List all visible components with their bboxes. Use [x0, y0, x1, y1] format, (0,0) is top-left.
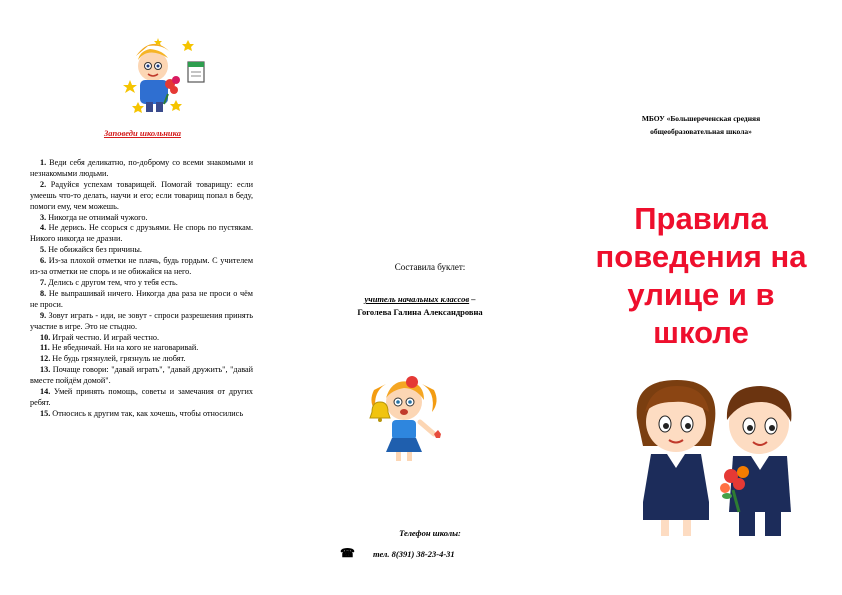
list-item: 7. Делись с другом тем, что у тебя есть.: [40, 277, 178, 287]
teacher-role: учитель начальных классов –: [364, 294, 476, 304]
list-item: 10. Играй честно. И играй честно.: [40, 332, 159, 342]
compiled-by-label: Составила буклет:: [394, 262, 466, 272]
list-item: 8. Не выпрашивай ничего. Никогда два раза не проси о чём не проси.: [30, 288, 253, 309]
schoolgirl-with-bell-illustration: [362, 372, 446, 464]
school-name: МБОУ «Большереченская средняя общеобразовательная школа»: [641, 114, 761, 136]
middle-panel: [280, 0, 561, 595]
phone-number: тел. 8(391) 38-23-4-31: [372, 548, 455, 559]
phone-label: Телефон школы:: [399, 528, 461, 538]
phone-row: [340, 546, 455, 561]
left-panel: [0, 0, 280, 595]
page-title: Правила поведения на улице и в школе: [595, 201, 807, 350]
list-item: 9. Зовут играть - иди, не зовут - спроси разрешения принять участие в игре. Это не стыдно.: [30, 310, 253, 331]
list-item: 4. Не дерись. Не ссорься с друзьями. Не спорь по пустякам. Никого никогда не дразни.: [30, 223, 253, 244]
list-item: 12. Не будь грязнулей, грязнуль не любят.: [40, 354, 186, 364]
list-item: 1. Веди себя деликатно, по-доброму со всеми знакомыми и незнакомыми людьми.: [30, 158, 253, 178]
list-item: 13. Почаще говори: "давай играть", "давай дружить", "давай вместе пойдём домой".: [30, 365, 253, 386]
list-item: 15. Относись к другим так, как хочешь, чтобы относились: [40, 408, 244, 418]
schoolboy-with-flowers-illustration: [118, 36, 214, 116]
list-item: 6. Из-за плохой отметки не плачь, будь гордым. С учителем из-за отметки не спорь и не обижайся на него.: [30, 256, 253, 277]
list-item: 2. Радуйся успехам товарищей. Помогай товарищу: если умеешь что-то делать, научи и его; если товарищ попал в беду, помоги ему, чем можешь.: [30, 179, 253, 211]
list-item: 14. Умей принять помощь, советы и замечания от других ребят.: [30, 387, 253, 407]
right-panel: [561, 0, 842, 595]
list-item: 3. Никогда не отнимай чужого.: [40, 212, 148, 222]
commandments-title: Заповеди школьника: [103, 128, 182, 138]
rules-list: [30, 158, 253, 420]
telephone-icon: ☎: [340, 546, 355, 560]
list-item: 11. Не ябедничай. Ни на кого не наговаривай.: [40, 343, 199, 353]
list-item: 5. Не обижайся без причины.: [40, 245, 142, 255]
teacher-name: Гоголева Галина Александровна: [357, 307, 483, 317]
boy-and-girl-illustration: [621, 372, 821, 538]
